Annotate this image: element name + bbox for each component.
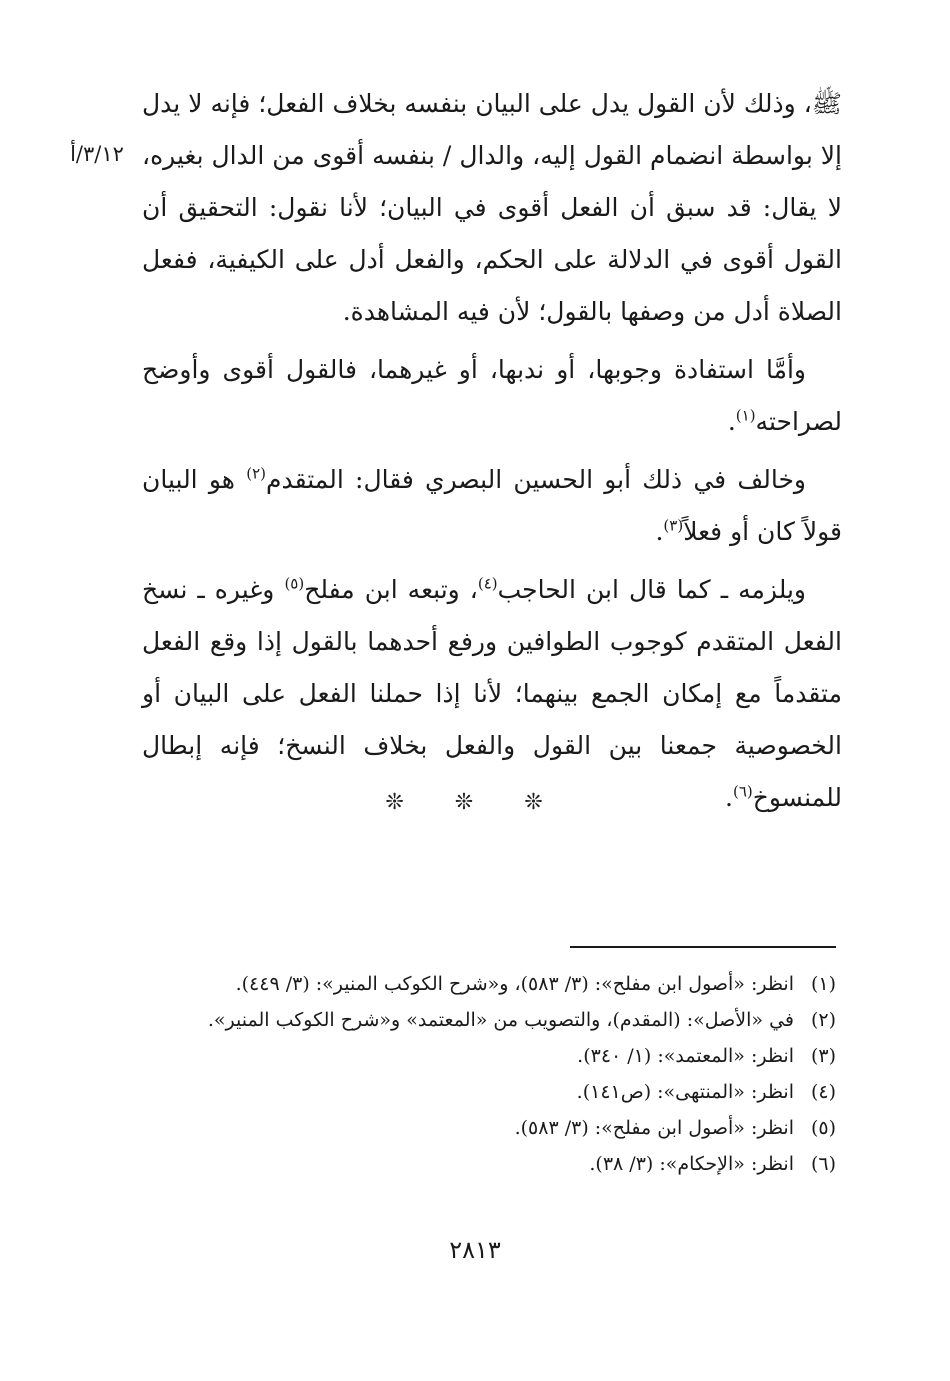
- footnote-ref-3[interactable]: (٣): [663, 516, 684, 535]
- footnote-text: انظر: «أصول ابن مفلح»: (٣/ ٥٨٣)، و«شرح الكوكب المنير»: (٣/ ٤٤٩).: [235, 973, 794, 995]
- paragraph-1: [142, 78, 842, 338]
- footnote-number: (٤): [810, 1081, 836, 1103]
- footnote-divider: [570, 946, 836, 948]
- footnote-text: انظر: «المنتهى»: (ص١٤١).: [576, 1081, 794, 1103]
- footnotes-list: [142, 966, 836, 1182]
- paragraph-3: [142, 454, 842, 558]
- footnote-item: [142, 1146, 836, 1182]
- paragraph-4-middle2: وغيره ـ نسخ الفعل المتقدم كوجوب الطوافين ورفع أحدهما بالقول إذا وقع الفعل متقدماً مع إمكان الجمع بينهما؛ لأنا إذا حملنا الفعل على البيان أو الخصوصية جمعنا بين القول والفعل بخلاف النسخ؛ فإنه إبطال للمنسوخ: [142, 575, 842, 812]
- footnote-text: في «الأصل»: (المقدم)، والتصويب من «المعتمد» و«شرح الكوكب المنير».: [207, 1009, 794, 1031]
- footnote-number: (٦): [810, 1153, 836, 1175]
- footnote-text: انظر: «أصول ابن مفلح»: (٣/ ٥٨٣).: [514, 1117, 794, 1139]
- footnote-item: [142, 1110, 836, 1146]
- paragraph-4-end: .: [725, 783, 733, 812]
- footnote-number: (١): [810, 973, 836, 995]
- footnote-ref-2[interactable]: (٢): [246, 464, 266, 483]
- footnote-ref-5[interactable]: (٥): [284, 574, 305, 593]
- footnote-item: [142, 1074, 836, 1110]
- paragraph-2-text: وأمَّا استفادة وجوبها، أو ندبها، أو غيرهما، فالقول أقوى وأوضح لصراحته: [142, 355, 842, 436]
- margin-folio-note: ٣/١٢/أ: [70, 142, 124, 166]
- footnote-text: انظر: «المعتمد»: (١/ ٣٤٠).: [577, 1045, 794, 1067]
- footnote-number: (٥): [810, 1117, 836, 1139]
- paragraph-4-text: ويلزمه ـ كما قال ابن الحاجب: [497, 575, 806, 604]
- footnote-item: [142, 1002, 836, 1038]
- paragraph-3-middle: هو البيان قولاً كان أو فعلاً: [142, 465, 842, 546]
- section-separator: ❊ ❊ ❊: [385, 790, 565, 815]
- paragraph-2: [142, 344, 842, 448]
- paragraph-3-end: .: [655, 517, 664, 546]
- paragraph-2-end: .: [727, 407, 736, 436]
- footnote-ref-4[interactable]: (٤): [477, 574, 498, 593]
- paragraph-4-middle: ، وتبعه ابن مفلح: [304, 575, 478, 604]
- footnote-ref-6[interactable]: (٦): [732, 782, 753, 801]
- footnote-item: [142, 966, 836, 1002]
- main-text: [142, 78, 842, 828]
- footnote-item: [142, 1038, 836, 1074]
- paragraph-3-text: وخالف في ذلك أبو الحسين البصري فقال: المتقدم: [265, 465, 807, 494]
- footnote-number: (٢): [810, 1009, 836, 1031]
- paragraph-4: [142, 564, 842, 824]
- footnote-number: (٣): [810, 1045, 836, 1067]
- footnote-ref-1[interactable]: (١): [735, 406, 756, 425]
- page-number: ٢٨١٣: [449, 1236, 501, 1264]
- footnote-text: انظر: «الإحكام»: (٣/ ٣٨).: [589, 1153, 794, 1175]
- paragraph-1-text: ﷺ، وذلك لأن القول يدل على البيان بنفسه بخلاف الفعل؛ فإنه لا يدل إلا بواسطة انضمام القول إليه، والدال / بنفسه أقوى من الدال بغيره، لا يقال: قد سبق أن الفعل أقوى في البيان؛ لأنا نقول: التحقيق أن القول أقوى في الدلالة على الحكم، والفعل أدل على الكيفية، ففعل الصلاة أدل من وصفها بالقول؛ لأن فيه المشاهدة.: [142, 89, 842, 326]
